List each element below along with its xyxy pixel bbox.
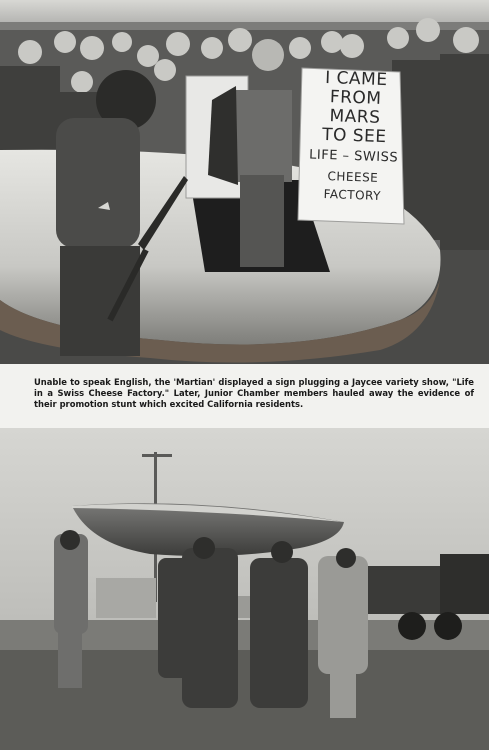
top-photo-saucer-crowd — [0, 0, 489, 364]
sign-line: TO SEE — [321, 124, 387, 148]
sign-line: FROM — [329, 87, 382, 109]
top-photo-illustration — [0, 0, 489, 364]
photo-caption: Unable to speak English, the 'Martian' displayed a sign plugging a Jaycee variety show, "Life in a Swiss Cheese Factory." Later, Junior Chamber members hauled away the evidence of their promotion stunt which excited California residents. — [34, 377, 474, 409]
bottom-photo-illustration — [0, 428, 489, 750]
sign-line: CHEESE FACTORY — [323, 169, 382, 203]
sign-line: LIFE – SWISS — [308, 147, 399, 166]
sign-line: I CAME — [324, 67, 388, 91]
bottom-photo-carrying-saucer — [0, 428, 489, 750]
martian-sign — [301, 68, 406, 223]
sign-line: MARS — [329, 106, 381, 128]
